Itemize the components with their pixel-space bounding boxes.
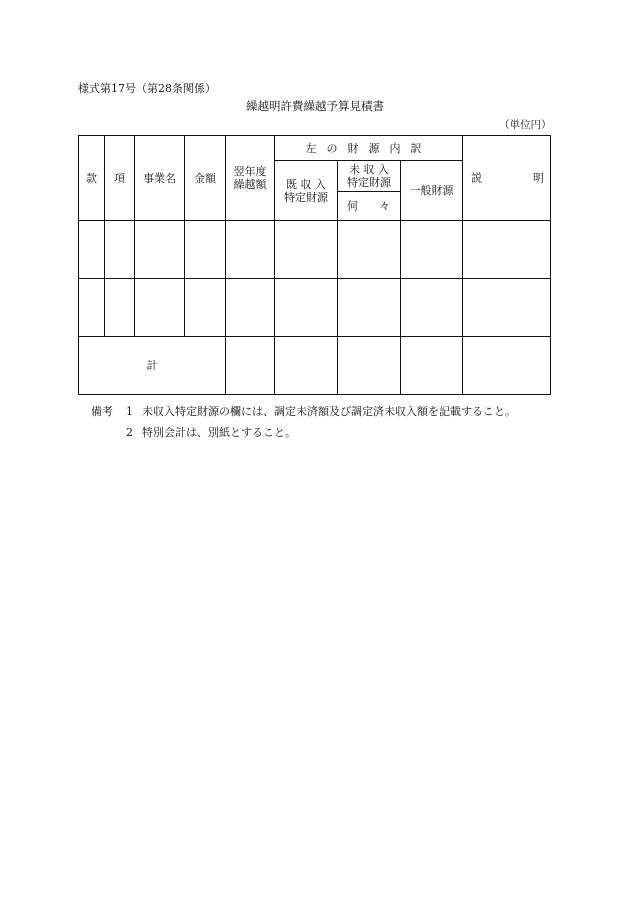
header-mishuunyuu-line2: 特定財源	[347, 176, 391, 189]
total-row	[79, 337, 551, 395]
cell	[275, 337, 338, 395]
cell	[226, 221, 275, 279]
header-nanigashi-a: 何	[347, 199, 358, 213]
header-yokunendo-line1: 翌年度	[233, 165, 267, 178]
header-yokunendo-line2: 繰越額	[233, 178, 267, 191]
notes-heading: 備考	[91, 405, 113, 418]
cell	[338, 337, 401, 395]
header-kou: 項	[105, 136, 135, 221]
document-title: 繰越明許費繰越予算見積書	[246, 99, 384, 113]
header-kishuunyuu-line1: 既 収 入	[286, 177, 326, 191]
header-yokunendo	[226, 136, 275, 221]
header-mishuunyuu	[338, 161, 401, 192]
unit-label: （単位円）	[499, 119, 552, 131]
table-row	[79, 279, 551, 337]
header-kingaku: 金額	[185, 136, 226, 221]
cell	[105, 279, 135, 337]
estimate-table	[78, 135, 551, 395]
cell	[463, 279, 551, 337]
header-setsumei-b: 明	[533, 171, 545, 185]
total-label: 計	[79, 337, 226, 395]
header-mishuunyuu-line1: 未 収 入	[349, 163, 389, 176]
cell	[275, 221, 338, 279]
cell	[401, 279, 463, 337]
header-kishuunyuu-line2: 特定財源	[284, 190, 328, 204]
header-jigyoumei: 事業名	[135, 136, 185, 221]
cell	[226, 337, 275, 395]
cell	[275, 279, 338, 337]
header-kishuunyuu	[275, 161, 338, 221]
header-nanigashi-b: 々	[379, 199, 390, 213]
cell	[338, 279, 401, 337]
cell	[135, 279, 185, 337]
note-number: 2	[126, 426, 133, 439]
cell	[463, 221, 551, 279]
cell	[226, 279, 275, 337]
note-number: 1	[126, 405, 133, 418]
cell	[185, 279, 226, 337]
note-text: 特別会計は、別紙とすること。	[142, 426, 296, 439]
cell	[135, 221, 185, 279]
cell	[463, 337, 551, 395]
cell	[79, 279, 105, 337]
cell	[401, 337, 463, 395]
cell	[401, 221, 463, 279]
header-setsumei-a: 説	[471, 171, 483, 185]
header-nanigashi	[338, 192, 401, 221]
header-setsumei	[463, 136, 551, 221]
table-row	[79, 221, 551, 279]
cell	[79, 221, 105, 279]
cell	[185, 221, 226, 279]
header-kan: 款	[79, 136, 105, 221]
form-number: 様式第17号（第28条関係）	[78, 82, 216, 95]
cell	[338, 221, 401, 279]
header-ippan-zaigen: 一般財源	[401, 161, 463, 221]
header-zaigen-uchiwake: 左の財源内訳	[275, 136, 463, 161]
note-text: 未収入特定財源の欄には、調定未済額及び調定済未収入額を記載すること。	[142, 405, 516, 418]
cell	[105, 221, 135, 279]
